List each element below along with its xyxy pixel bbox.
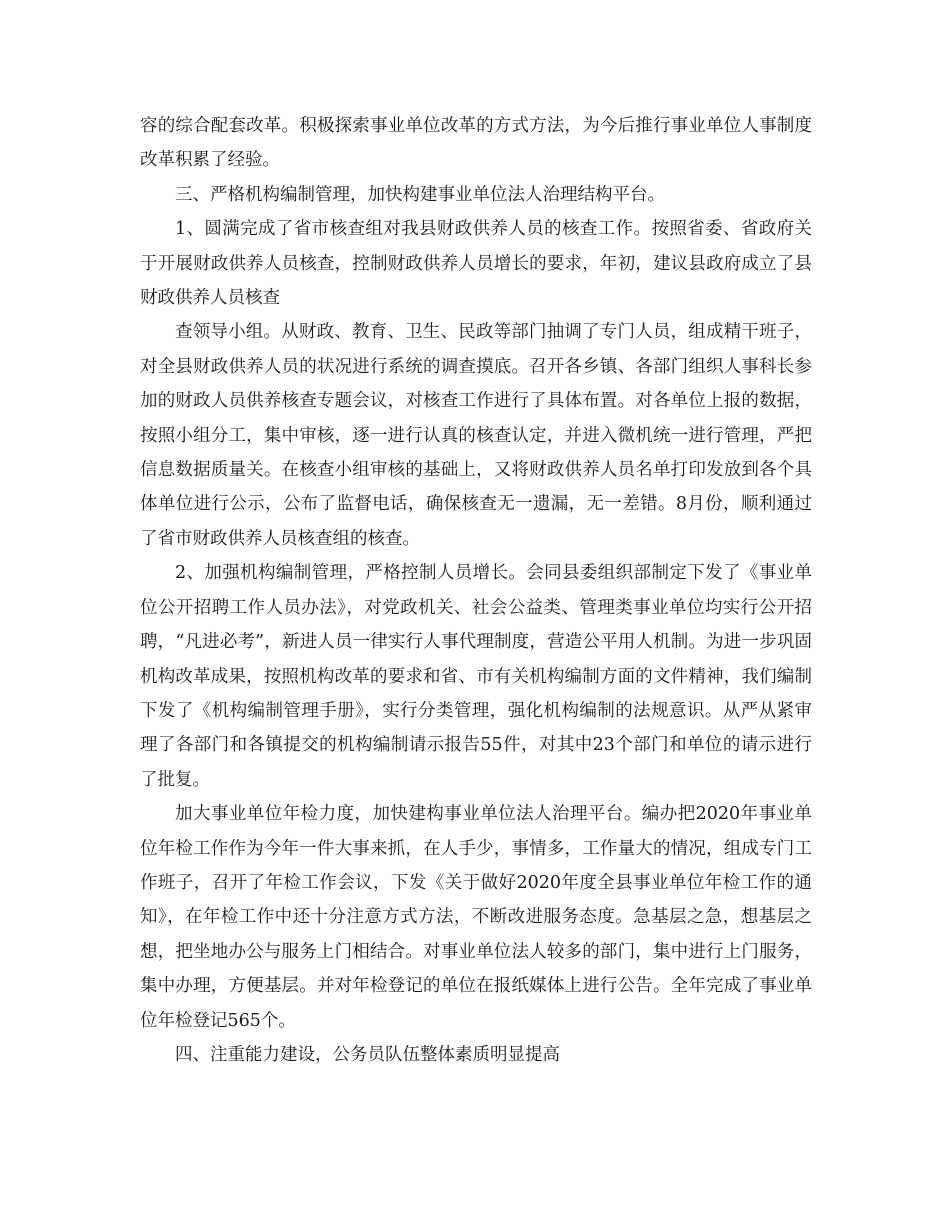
paragraph-1: 容的综合配套改革。积极探索事业单位改革的方式方法，为今后推行事业单位人事制度改革积累了经验。 [140,116,812,171]
paragraph-item-1-continued: 查领导小组。从财政、教育、卫生、民政等部门抽调了专门人员，组成精干班子，对全县财政供养人员的状况进行系统的调查摸底。召开各乡镇、各部门组织人事科长参加的财政人员供养核查专题会议，对核查工作进行了具体布置。对各单位上报的数据，按照小组分工，集中审核，逐一进行认真的核查认定，并进入微机统一进行管理，严把信息数据质量关。在核查小组审核的基础上，又将财政供养人员名单打印发放到各个具体单位进行公示，公布了监督电话，确保核查无一遗漏，无一差错。8月份，顺利通过了省市财政供养人员核查组的核查。 [140,322,812,549]
section-heading-4: 四、注重能力建设，公务员队伍整体素质明显提高 [175,1044,560,1065]
paragraph-annual-inspection: 加大事业单位年检力度，加快建构事业单位法人治理平台。编办把2020年事业单位年检工作作为今年一件大事来抓，在人手少，事情多，工作量大的情况，组成专门工作班子，召开了年检工作会议，下发《关于做好2020年度全县事业单位年检工作的通知》，在年检工作中还十分注意方式方法，不断改进服务态度。急基层之急，想基层之想，把坐地办公与服务上门相结合。对事业单位法人较多的部门，集中进行上门服务，集中办理，方便基层。并对年检登记的单位在报纸媒体上进行公告。全年完成了事业单位年检登记565个。 [140,804,812,1031]
paragraph-item-1: 1、圆满完成了省市核查组对我县财政供养人员的核查工作。按照省委、省政府关于开展财政供养人员核查，控制财政供养人员增长的要求，年初，建议县政府成立了县财政供养人员核查 [140,219,812,309]
paragraph-item-2: 2、加强机构编制管理，严格控制人员增长。会同县委组织部制定下发了《事业单位公开招聘工作人员办法》，对党政机关、社会公益类、管理类事业单位均实行公开招聘，“凡进必考”，新进人员一律实行人事代理制度，营造公平用人机制。为进一步巩固机构改革成果，按照机构改革的要求和省、市有关机构编制方面的文件精神，我们编制下发了《机构编制管理手册》，实行分类管理，强化机构编制的法规意识。从严从紧审理了各部门和各镇提交的机构编制请示报告55件，对其中23个部门和单位的请示进行了批复。 [140,563,812,790]
section-heading-3: 三、严格机构编制管理，加快构建事业单位法人治理结构平台。 [175,184,665,205]
document-body [140,109,812,1072]
